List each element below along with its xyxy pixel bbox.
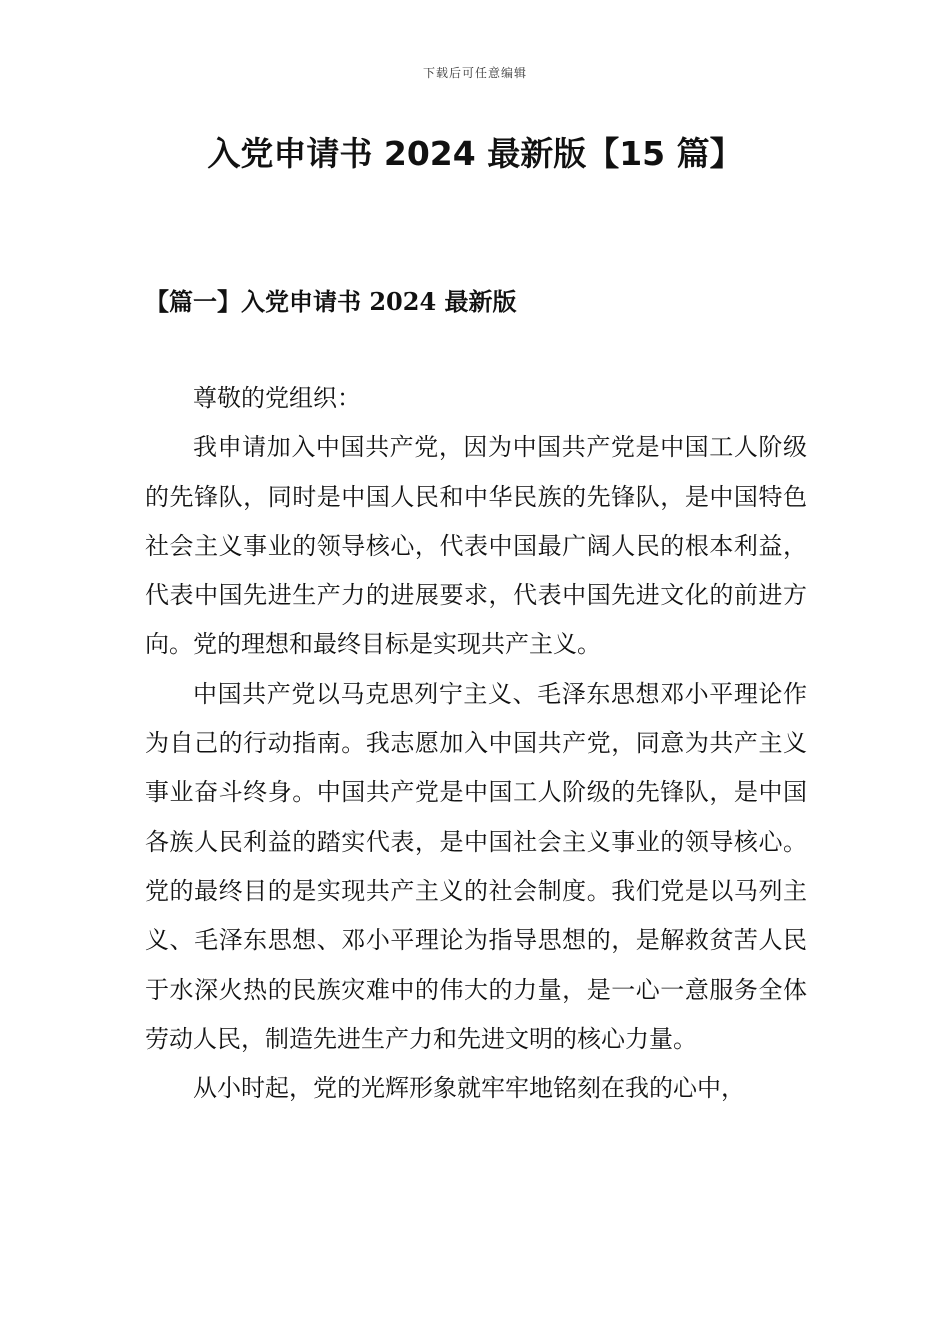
paragraph: 中国共产党以马克思列宁主义、毛泽东思想邓小平理论作为自己的行动指南。我志愿加入中国共产党，同意为共产主义事业奋斗终身。中国共产党是中国工人阶级的先锋队，是中国各族人民利益的踏实代表，是中国社会主义事业的领导核心。党的最终目的是实现共产主义的社会制度。我们党是以马列主义、毛泽东思想、邓小平理论为指导思想的，是解救贫苦人民于水深火热的民族灾难中的伟大的力量，是一心一意服务全体劳动人民，制造先进生产力和先进文明的核心力量。: [145, 679, 807, 1053]
body-text: [145, 374, 807, 1113]
section-heading: 【篇一】入党申请书 2024 最新版: [145, 287, 517, 316]
document-title: 入党申请书 2024 最新版【15 篇】: [207, 134, 743, 173]
header-note: 下载后可任意编辑: [422, 66, 527, 80]
paragraph: 我申请加入中国共产党，因为中国共产党是中国工人阶级的先锋队，同时是中国人民和中华民族的先锋队，是中国特色社会主义事业的领导核心，代表中国最广阔人民的根本利益，代表中国先进生产力的进展要求，代表中国先进文化的前进方向。党的理想和最终目标是实现共产主义。: [145, 433, 807, 659]
paragraph: 从小时起，党的光辉形象就牢牢地铭刻在我的心中，: [193, 1074, 745, 1103]
salutation: 尊敬的党组织：: [193, 384, 361, 412]
